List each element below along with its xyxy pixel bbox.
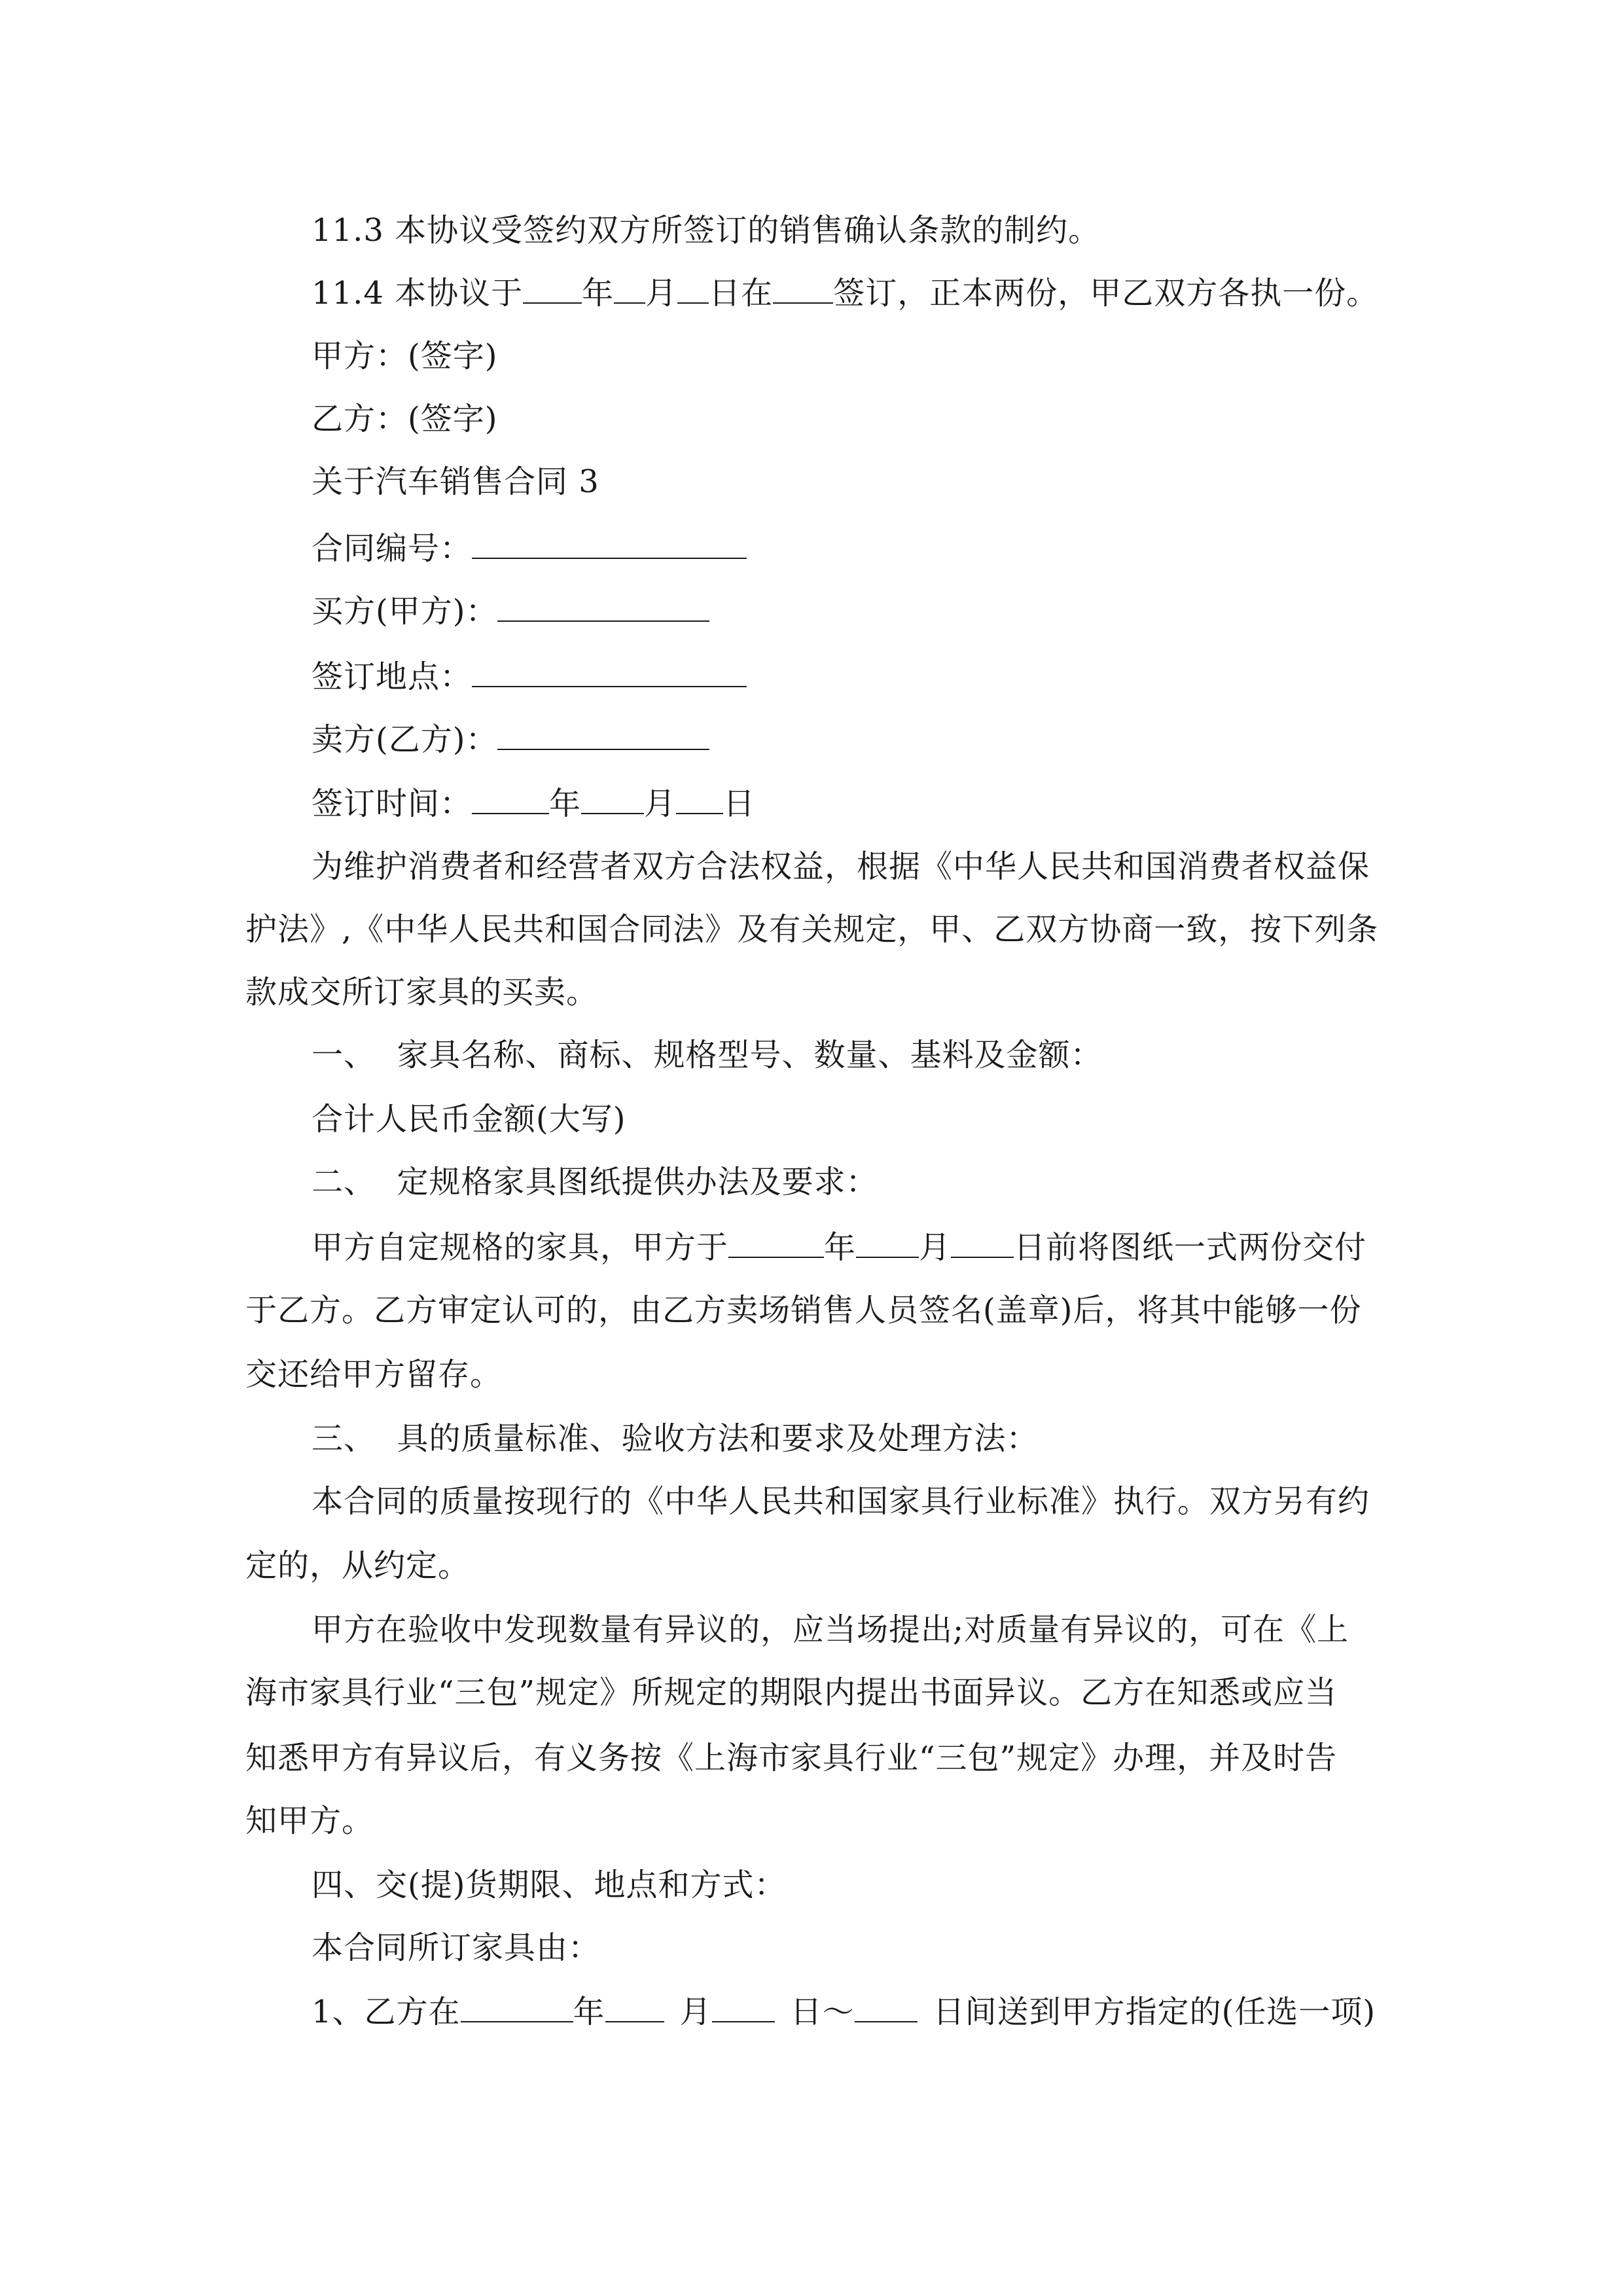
paragraph-line xyxy=(245,910,1378,949)
seller-row xyxy=(312,720,709,759)
sign-month-field[interactable] xyxy=(581,784,644,814)
blank-month[interactable] xyxy=(614,274,645,304)
text: 定的，从约定。 xyxy=(245,1547,471,1584)
blank-year[interactable] xyxy=(523,274,582,304)
sign-place-row xyxy=(312,657,747,696)
delivery-month-field[interactable] xyxy=(605,1992,664,2022)
paragraph-line xyxy=(312,847,1370,886)
sign-time-row xyxy=(312,784,755,823)
text: 卖方(乙方)： xyxy=(312,721,498,758)
text: 合计人民币金额(大写) xyxy=(312,1101,626,1138)
drawing-deadline-row xyxy=(312,1228,1366,1267)
text: 甲方在验收中发现数量有异议的，应当场提出;对质量有异议的，可在《上 xyxy=(312,1611,1349,1648)
sign-day-field[interactable] xyxy=(676,784,723,814)
drawing-day-field[interactable] xyxy=(951,1228,1014,1258)
total-amount-line xyxy=(312,1100,626,1139)
section-heading-1 xyxy=(312,1035,1103,1075)
paragraph-line xyxy=(245,1546,470,1585)
text: 甲方：(签字) xyxy=(312,338,498,374)
text: 一、 家具名称、商标、规格型号、数量、基料及金额： xyxy=(312,1037,1103,1073)
text: 三、 具的质量标准、验收方法和要求及处理方法： xyxy=(312,1420,1039,1457)
paragraph-line xyxy=(245,1355,502,1394)
drawing-year-field[interactable] xyxy=(728,1228,824,1258)
text: 签订地点： xyxy=(312,658,473,695)
section-heading-2 xyxy=(312,1162,878,1202)
delivery-day-end-field[interactable] xyxy=(855,1992,918,2022)
text: 日在 xyxy=(709,275,774,312)
delivery-day-start-field[interactable] xyxy=(712,1992,775,2022)
text: 日间送到甲方指定的(任选一项) xyxy=(933,1994,1376,2030)
party-b-signature xyxy=(312,399,497,439)
text: 月 xyxy=(679,1994,712,2030)
text: 关于汽车销售合同 3 xyxy=(312,463,599,500)
paragraph-line xyxy=(312,1482,1370,1521)
buyer-field[interactable] xyxy=(497,592,709,622)
text: 买方(甲方)： xyxy=(312,593,498,630)
clause-11-4 xyxy=(312,274,1378,313)
delivery-year-field[interactable] xyxy=(461,1992,573,2022)
text: 海市家具行业“三包”规定》所规定的期限内提出书面异议。乙方在知悉或应当 xyxy=(245,1674,1338,1711)
text: 于乙方。乙方审定认可的，由乙方卖场销售人员签名(盖章)后，将其中能够一份 xyxy=(245,1292,1362,1329)
clause-11-3 xyxy=(312,211,1100,250)
section-heading-4 xyxy=(312,1865,786,1905)
text: 为维护消费者和经营者双方合法权益，根据《中华人民共和国消费者权益保 xyxy=(312,848,1370,885)
drawing-month-field[interactable] xyxy=(856,1228,919,1258)
paragraph-line xyxy=(312,1610,1349,1649)
text: 本合同的质量按现行的《中华人民共和国家具行业标准》执行。双方另有约 xyxy=(312,1483,1370,1520)
text: 本合同所订家具由： xyxy=(312,1929,601,1966)
delivery-option-1-row xyxy=(312,1992,1376,2032)
text: 1、乙方在 xyxy=(312,1994,461,2030)
paragraph-line xyxy=(245,1673,1337,1712)
paragraph-line xyxy=(245,973,598,1012)
paragraph-line xyxy=(245,1801,374,1840)
text: 月 xyxy=(644,785,677,822)
paragraph-line xyxy=(245,1291,1361,1330)
paragraph-line xyxy=(312,1928,600,1967)
text: 护法》,《中华人民共和国合同法》及有关规定，甲、乙双方协商一致，按下列条 xyxy=(245,911,1379,948)
text: 交还给甲方留存。 xyxy=(245,1356,503,1393)
text: 知悉甲方有异议后，有义务按《上海市家具行业“三包”规定》办理，并及时告 xyxy=(245,1740,1338,1776)
sign-year-field[interactable] xyxy=(472,784,549,814)
text: 四、交(提)货期限、地点和方式： xyxy=(312,1867,787,1903)
text: 二、 定规格家具图纸提供办法及要求： xyxy=(312,1164,878,1200)
contract-number-field[interactable] xyxy=(472,529,747,559)
party-a-signature xyxy=(312,336,497,376)
text: 年 xyxy=(582,275,615,312)
text: 年 xyxy=(549,785,582,822)
buyer-row xyxy=(312,592,709,631)
text: 11.4 本协议于 xyxy=(312,275,524,312)
sign-place-field[interactable] xyxy=(472,657,747,687)
text: 11.3 本协议受签约双方所签订的销售确认条款的制约。 xyxy=(312,212,1101,249)
section-heading-3 xyxy=(312,1419,1039,1458)
text: 月 xyxy=(645,275,678,312)
text: 甲方自定规格的家具，甲方于 xyxy=(312,1229,729,1266)
text: 日～ xyxy=(790,1994,855,2030)
text: 日前将图纸一式两份交付 xyxy=(1014,1229,1367,1266)
text: 乙方：(签字) xyxy=(312,401,498,437)
contract-title xyxy=(312,462,599,501)
blank-place[interactable] xyxy=(773,274,833,304)
blank-day[interactable] xyxy=(677,274,709,304)
text: 年 xyxy=(824,1229,857,1266)
text: 月 xyxy=(919,1229,952,1266)
text: 签订，正本两份，甲乙双方各执一份。 xyxy=(833,275,1379,312)
text: 日 xyxy=(723,785,756,822)
text: 知甲方。 xyxy=(245,1803,374,1839)
text: 签订时间： xyxy=(312,785,473,822)
paragraph-line xyxy=(245,1738,1337,1778)
text: 合同编号： xyxy=(312,530,473,567)
seller-field[interactable] xyxy=(497,720,709,750)
text: 年 xyxy=(573,1994,605,2030)
text: 款成交所订家具的买卖。 xyxy=(245,974,599,1011)
contract-number-row xyxy=(312,529,747,568)
